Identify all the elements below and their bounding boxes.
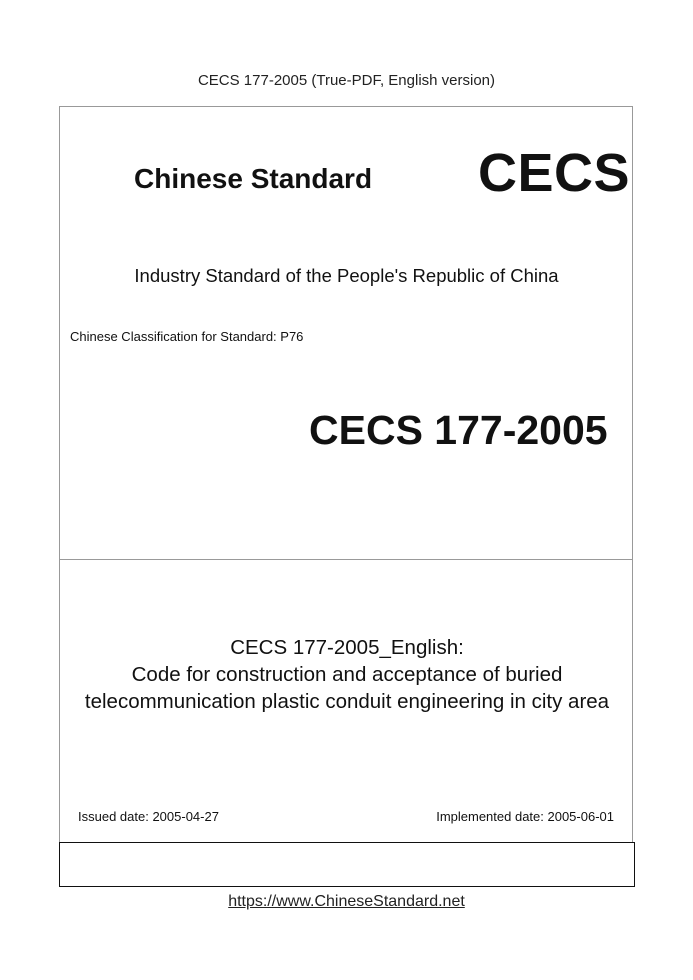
cover-bottom-frame <box>59 842 635 887</box>
title-line-3: telecommunication plastic conduit engineering in city area <box>84 690 610 713</box>
issued-date: Issued date: 2005-04-27 <box>78 809 219 824</box>
document-title-block <box>59 634 635 715</box>
footer <box>0 893 693 911</box>
website-link[interactable]: https://www.ChineseStandard.net <box>228 893 465 910</box>
standard-number: CECS 177-2005 <box>309 407 608 453</box>
industry-standard-line: Industry Standard of the People's Republic of China <box>134 265 559 286</box>
title-line-2: Code for construction and acceptance of buried <box>131 663 563 686</box>
brand-code: CECS <box>478 143 631 203</box>
implemented-date: Implemented date: 2005-06-01 <box>436 809 614 824</box>
document-header-title: CECS 177-2005 (True-PDF, English version) <box>197 72 496 89</box>
title-line-1: CECS 177-2005_English: <box>230 636 464 659</box>
brand-text: Chinese Standard <box>134 163 373 194</box>
classification-line: Chinese Classification for Standard: P76 <box>70 329 304 344</box>
